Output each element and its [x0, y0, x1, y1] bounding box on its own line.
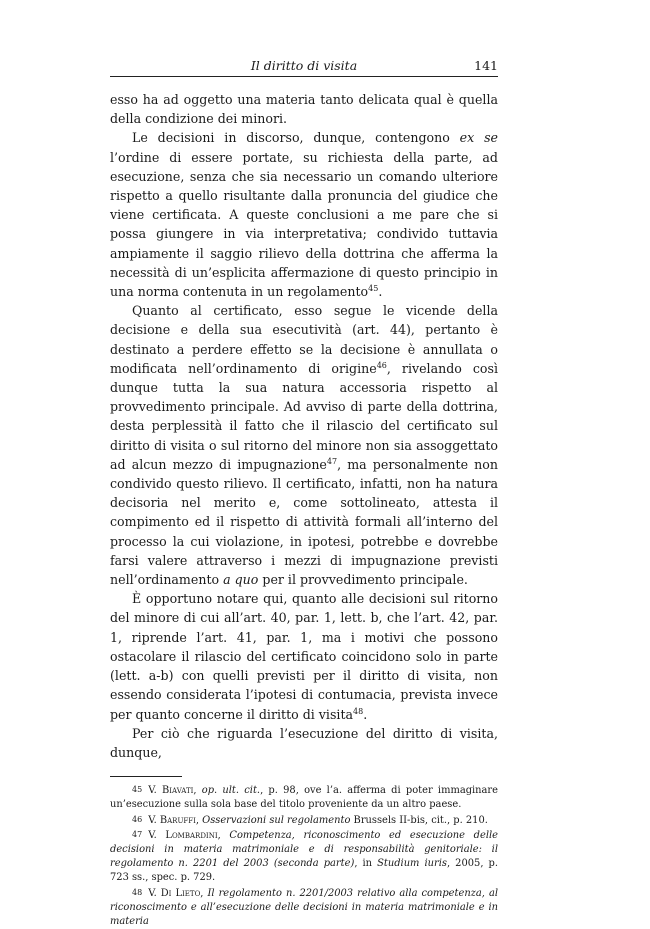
paragraph-1 — [110, 90, 498, 128]
italic-phrase: a quo — [223, 572, 259, 588]
running-title: Il diritto di visita — [250, 58, 358, 73]
footnote-title: Il regolamento n. 2201/2003 relativo alla competenza, al riconoscimento e all’esecuzione delle decisioni in materia matrimoniale e in materia — [110, 887, 498, 927]
paragraph-text: l’ordine di essere portate, su richiesta della parte, ad esecuzione, senza che sia necessario un comando ulteriore rispetto a quello risultante dalla pronuncia del giudice che viene certificata. A queste conclusioni a me pare che si possa giungere in via interpretativa; condivido tuttavia ampiamente il saggio rilievo della dottrina che afferma la necessità di un’esplicita affermazione di questo principio in una norma contenuta in un regolamento — [110, 149, 498, 300]
footnote-text: , in — [354, 858, 378, 870]
paragraph-text: . — [363, 706, 368, 722]
footnote-number: 48 — [132, 887, 143, 897]
footnote-48 — [110, 886, 498, 929]
footnote-divider — [110, 776, 182, 777]
footnote-author: V. Lombardini, — [148, 829, 221, 841]
footnote-text — [221, 830, 230, 841]
paragraph-text: , rivelando così dunque tutta la sua natura accessoria rispetto al provvedimento principale. Ad avviso di parte della dottrina, desta perplessità il fatto che il rilascio del certificato sul diritto di visita o sul ritorno del minore non sia assoggettato ad alcun mezzo di impugnazione — [110, 360, 498, 472]
paragraph-text: È opportuno notare qui, quanto alle decisioni sul ritorno del minore di cui all’art. 40, par. 1, lett. b, che l’art. 42, par. 1, riprende l’art. 41, par. 1, ma i motivi che possono ostacolare il rilascio del certificato coincidono solo in parte (lett. a-b) con quelli previsti per il diritto di visita, non essendo considerata l’ipotesi di contumacia, prevista invece per quanto concerne il diritto di visita — [110, 591, 498, 722]
footnote-number: 46 — [132, 814, 143, 824]
footnotes — [110, 783, 498, 929]
footnote-author: V. Biavati, — [148, 785, 197, 797]
italic-phrase: ex se — [459, 130, 498, 146]
running-head — [110, 56, 498, 77]
footnote-text: , 2005, p. 723 ss., spec. p. 729. — [110, 858, 498, 884]
footnote-45 — [110, 783, 498, 812]
footnote-ref-46[interactable]: 46 — [376, 360, 387, 370]
page-number: 141 — [474, 58, 498, 73]
paragraph-text: per il provvedimento principale. — [258, 572, 468, 588]
footnote-47 — [110, 828, 498, 886]
paragraph-3 — [110, 301, 498, 589]
paragraph-text: . — [378, 284, 383, 300]
book-page — [110, 56, 498, 929]
paragraph-5 — [110, 724, 498, 762]
footnote-46 — [110, 813, 498, 828]
footnote-journal: Studium iuris — [377, 858, 447, 870]
paragraph-text: Quanto al certificato, esso segue le vicende della decisione e della sua esecutività (art. 44), pertanto è destinato a perdere effetto se la decisione è annullata o modificata nell’ordinamento di origine — [110, 303, 498, 376]
footnote-ref-45[interactable]: 45 — [368, 283, 379, 293]
footnote-ref-48[interactable]: 48 — [353, 706, 364, 716]
footnote-text: , p. 98, ove l’a. afferma di poter immaginare un’esecuzione sulla sola base del titolo proveniente da un altro paese. — [110, 785, 498, 811]
paragraph-text: Le decisioni in discorso, dunque, contengono — [132, 130, 460, 146]
paragraph-2 — [110, 128, 498, 301]
footnote-title: Competenza, riconoscimento ed esecuzione delle decisioni in materia matrimoniale e di responsabilità genitoriale: il regolamento n. 2201 del 2003 (seconda parte) — [110, 829, 498, 870]
footnote-ref-47[interactable]: 47 — [326, 456, 338, 466]
paragraph-text: esso ha ad oggetto una materia tanto delicata qual è quella della condizione dei minori. — [110, 92, 498, 127]
footnote-author: V. Di Lieto, — [148, 887, 204, 899]
footnote-number: 45 — [132, 785, 143, 795]
main-text — [110, 90, 498, 762]
footnote-number: 47 — [132, 829, 143, 839]
paragraph-4 — [110, 589, 498, 723]
paragraph-text: Per ciò che riguarda l’esecuzione del diritto di visita, dunque, — [110, 725, 498, 760]
footnote-title: op. ult. cit. — [201, 785, 261, 797]
footnote-text: Brussels II-bis, cit., p. 210. — [350, 814, 488, 826]
footnote-title: Osservazioni sul regolamento — [202, 814, 351, 826]
footnote-author: V. Baruffi, — [148, 814, 199, 826]
paragraph-text: , ma personalmente non condivido questo rilievo. Il certificato, infatti, non ha natura decisoria nel merito e, come sottolineato, attesta il compimento ed il rispetto di attività formali all’interno del processo la cui violazione, in ipotesi, potrebbe e dovrebbe farsi valere attraverso i mezzi di impugnazione previsti nell’ordinamento — [110, 456, 498, 588]
